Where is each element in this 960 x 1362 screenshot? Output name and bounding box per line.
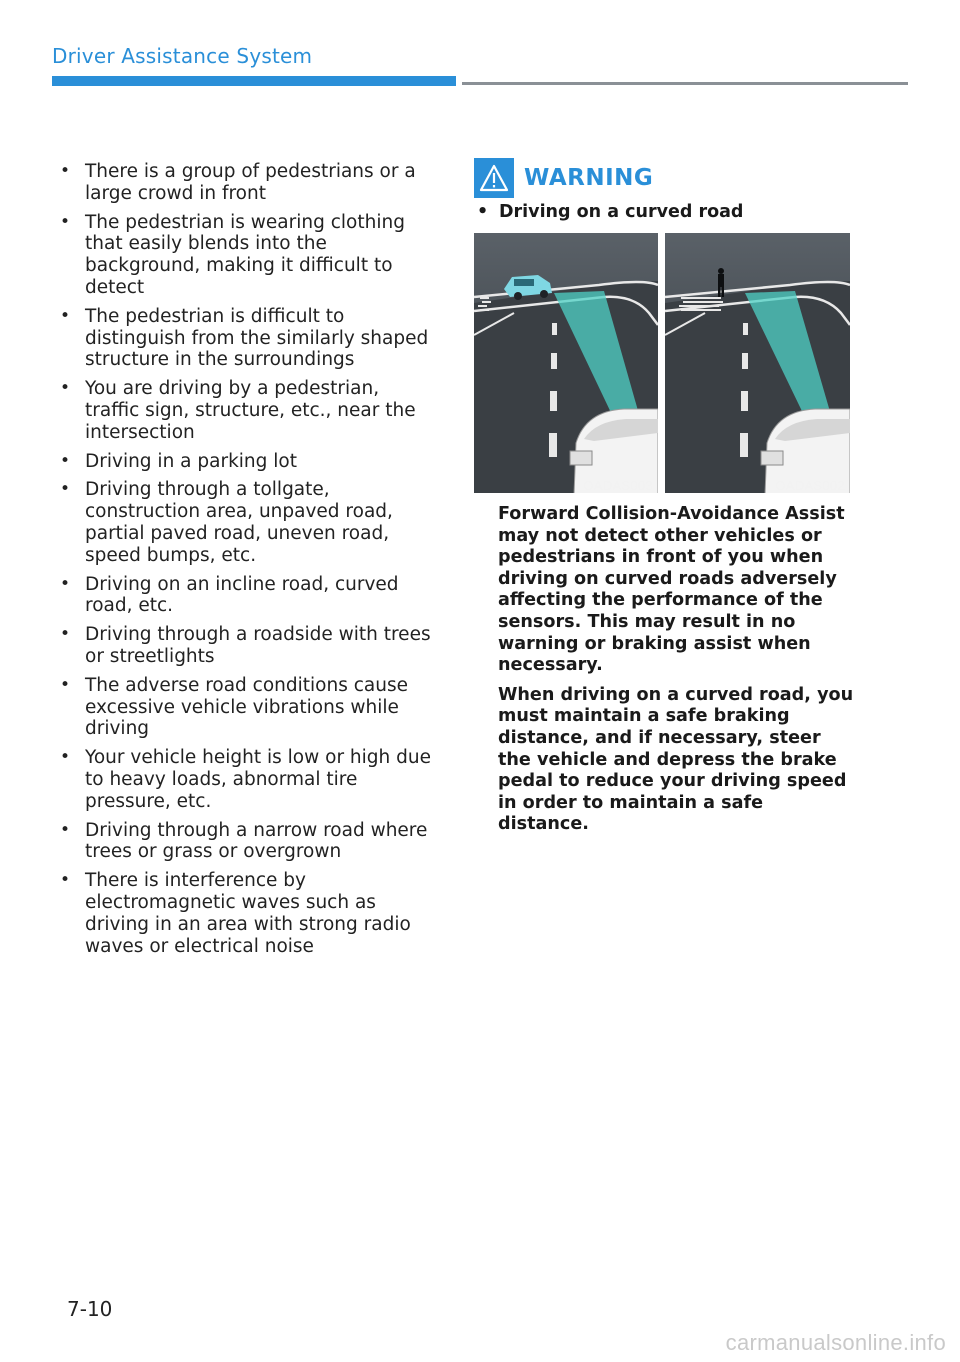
warning-header [474,158,653,198]
list-item: • There is interference by electromagnetic waves such as driving in an area with strong radio waves or electrical noise [60,870,432,957]
list-item: • There is a group of pedestrians or a large crowd in front [60,161,432,205]
conditions-list [60,161,432,964]
warning-subheading: • Driving on a curved road [477,202,744,222]
list-item: • The pedestrian is difficult to distinguish from the similarly shaped structure in the surroundings [60,306,432,371]
figure-code: OADAS003 [583,478,653,493]
list-item: • Driving through a tollgate, construction area, unpaved road, partial paved road, uneven road, speed bumps, etc. [60,479,432,566]
header-rule [462,82,908,85]
list-item: • You are driving by a pedestrian, traffic sign, structure, etc., near the intersection [60,378,432,443]
list-item: • The pedestrian is wearing clothing that easily blends into the background, making it difficult to detect [60,212,432,299]
figure-curved-road-pedestrian [665,233,850,493]
list-item: • Driving on an incline road, curved road, etc. [60,574,432,618]
warning-triangle-icon [474,158,514,198]
figure-curved-road-car [474,233,658,493]
figure-code: OADAS002 [775,478,845,493]
list-item: • Driving in a parking lot [60,451,432,473]
section-title: Driver Assistance System [52,44,313,68]
list-item: • Your vehicle height is low or high due to heavy loads, abnormal tire pressure, etc. [60,747,432,812]
warning-subheading-text: Driving on a curved road [499,202,744,222]
header-accent-bar [52,76,456,86]
list-item: • Driving through a roadside with trees or streetlights [60,624,432,668]
warning-body [498,504,854,844]
warning-paragraph: When driving on a curved road, you must maintain a safe braking distance, and if necessary, steer the vehicle and depress the brake pedal to reduce your driving speed in order to maintain a safe distance. [498,684,854,835]
list-item: • The adverse road conditions cause excessive vehicle vibrations while driving [60,675,432,740]
page-number: 7-10 [67,1297,113,1321]
list-item: • Driving through a narrow road where trees or grass or overgrown [60,820,432,864]
watermark: carmanualsonline.info [725,1330,946,1355]
warning-paragraph: Forward Collision-Avoidance Assist may not detect other vehicles or pedestrians in front of you when driving on curved roads adversely affecting the performance of the sensors. This may result in no warning or braking assist when necessary. [498,504,845,676]
warning-title: WARNING [524,165,654,191]
